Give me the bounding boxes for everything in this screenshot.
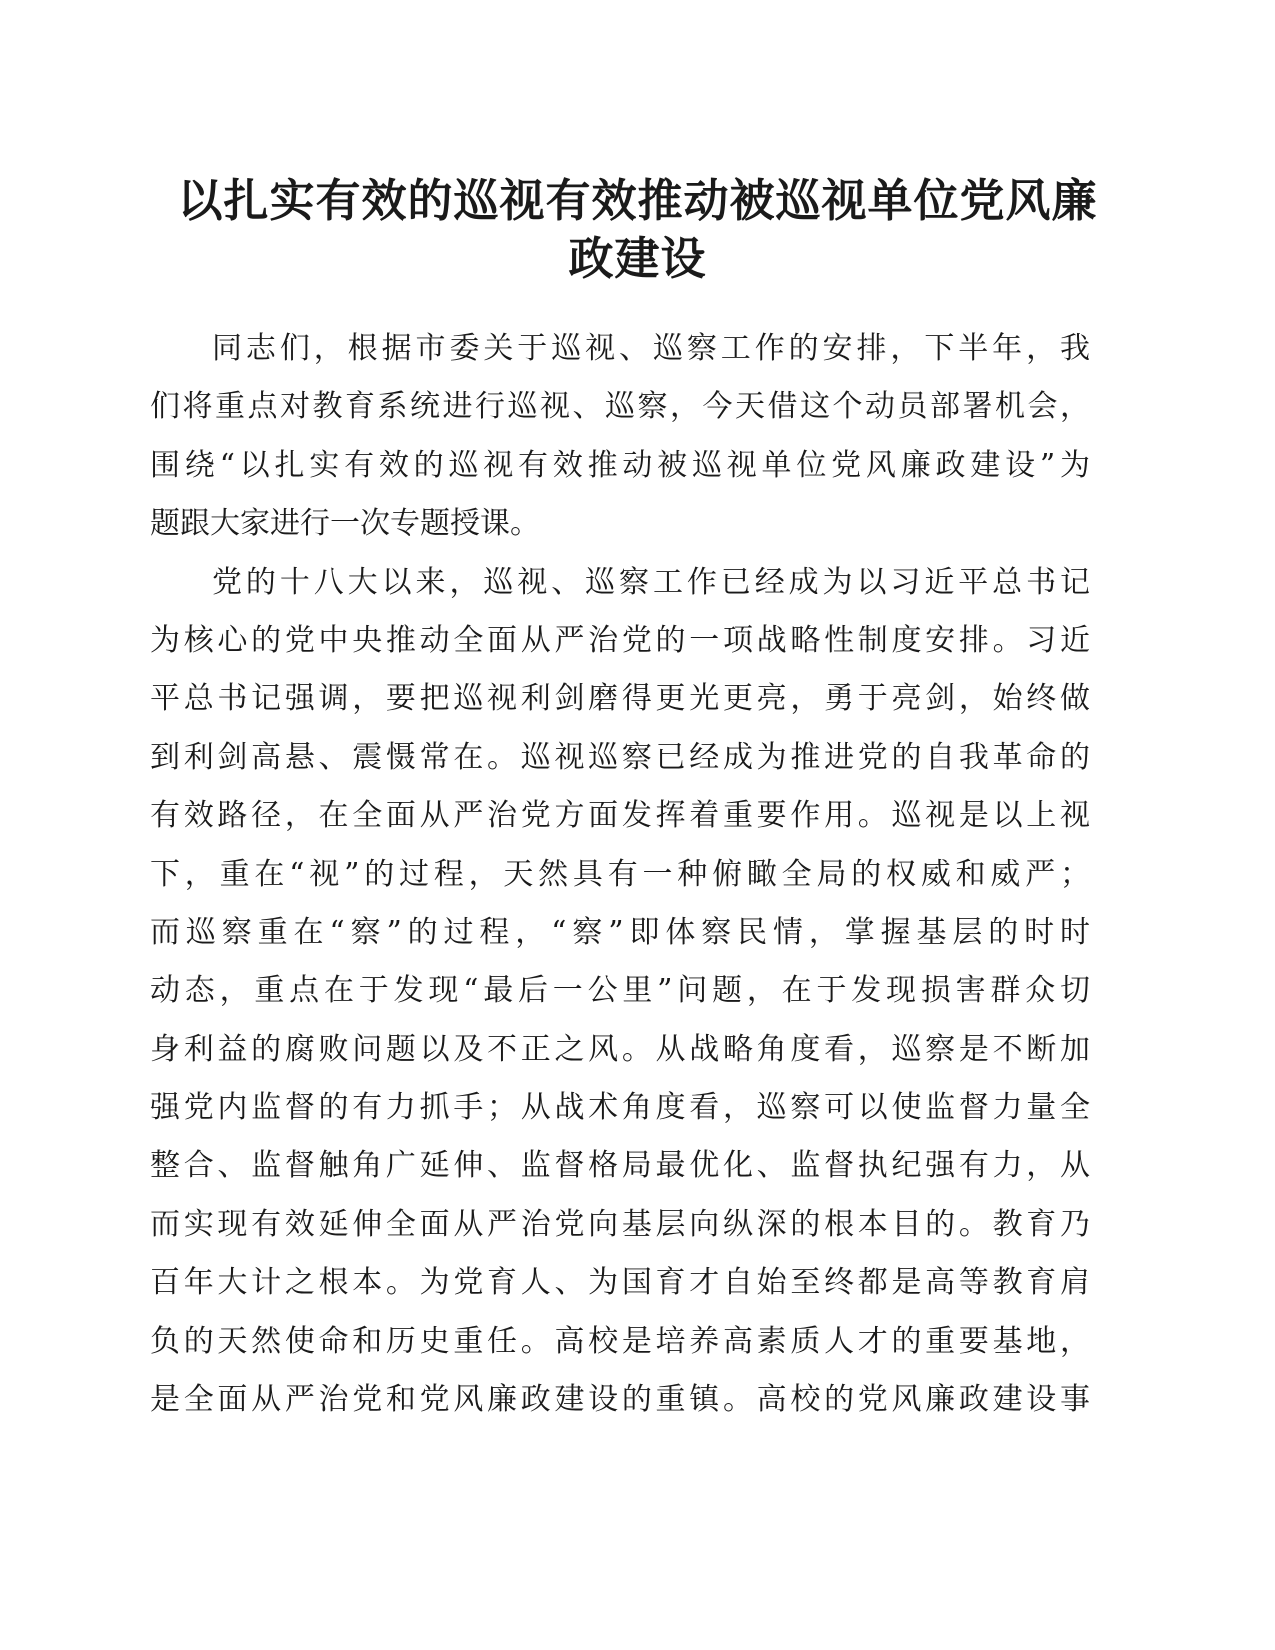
paragraph-line: 为核心的党中央推动全面从严治党的一项战略性制度安排。习近 <box>150 622 1090 658</box>
paragraph-line: 动态，重点在于发现“最后一公里”问题，在于发现损害群众切 <box>150 973 1090 1009</box>
document-title <box>150 172 1125 288</box>
paragraph-2 <box>150 554 1090 1430</box>
paragraph-line: 身利益的腐败问题以及不正之风。从战略角度看，巡察是不断加 <box>150 1031 1090 1067</box>
document-body <box>150 320 1090 1429</box>
paragraph-line: 到利剑高悬、震慑常在。巡视巡察已经成为推进党的自我革命的 <box>150 739 1090 775</box>
paragraph-line: 而实现有效延伸全面从严治党向基层向纵深的根本目的。教育乃 <box>150 1206 1090 1242</box>
paragraph-line: 同志们，根据市委关于巡视、巡察工作的安排，下半年，我 <box>212 331 1090 366</box>
paragraph-line: 有效路径，在全面从严治党方面发挥着重要作用。巡视是以上视 <box>150 798 1090 834</box>
paragraph-line: 们将重点对教育系统进行巡视、巡察，今天借这个动员部署机会， <box>150 389 1090 425</box>
paragraph-line: 党的十八大以来，巡视、巡察工作已经成为以习近平总书记 <box>212 564 1090 600</box>
title-line-1: 以扎实有效的巡视有效推动被巡视单位党风廉 <box>177 174 1098 227</box>
paragraph-1 <box>150 320 1090 554</box>
paragraph-line: 强党内监督的有力抓手；从战术角度看，巡察可以使监督力量全 <box>150 1090 1090 1126</box>
paragraph-line: 整合、监督触角广延伸、监督格局最优化、监督执纪强有力，从 <box>150 1148 1090 1184</box>
paragraph-line: 是全面从严治党和党风廉政建设的重镇。高校的党风廉政建设事 <box>150 1382 1090 1418</box>
paragraph-line: 平总书记强调，要把巡视利剑磨得更光更亮，勇于亮剑，始终做 <box>150 681 1090 717</box>
paragraph-line: 百年大计之根本。为党育人、为国育才自始至终都是高等教育肩 <box>150 1265 1090 1301</box>
paragraph-line: 下，重在“视”的过程，天然具有一种俯瞰全局的权威和威严； <box>150 856 1090 892</box>
title-line-2: 政建设 <box>568 232 707 285</box>
paragraph-line: 题跟大家进行一次专题授课。 <box>150 506 540 542</box>
paragraph-line: 而巡察重在“察”的过程，“察”即体察民情，掌握基层的时时 <box>150 914 1090 950</box>
paragraph-line: 围绕“以扎实有效的巡视有效推动被巡视单位党风廉政建设”为 <box>150 447 1090 483</box>
paragraph-line: 负的天然使命和历史重任。高校是培养高素质人才的重要基地， <box>150 1323 1090 1359</box>
